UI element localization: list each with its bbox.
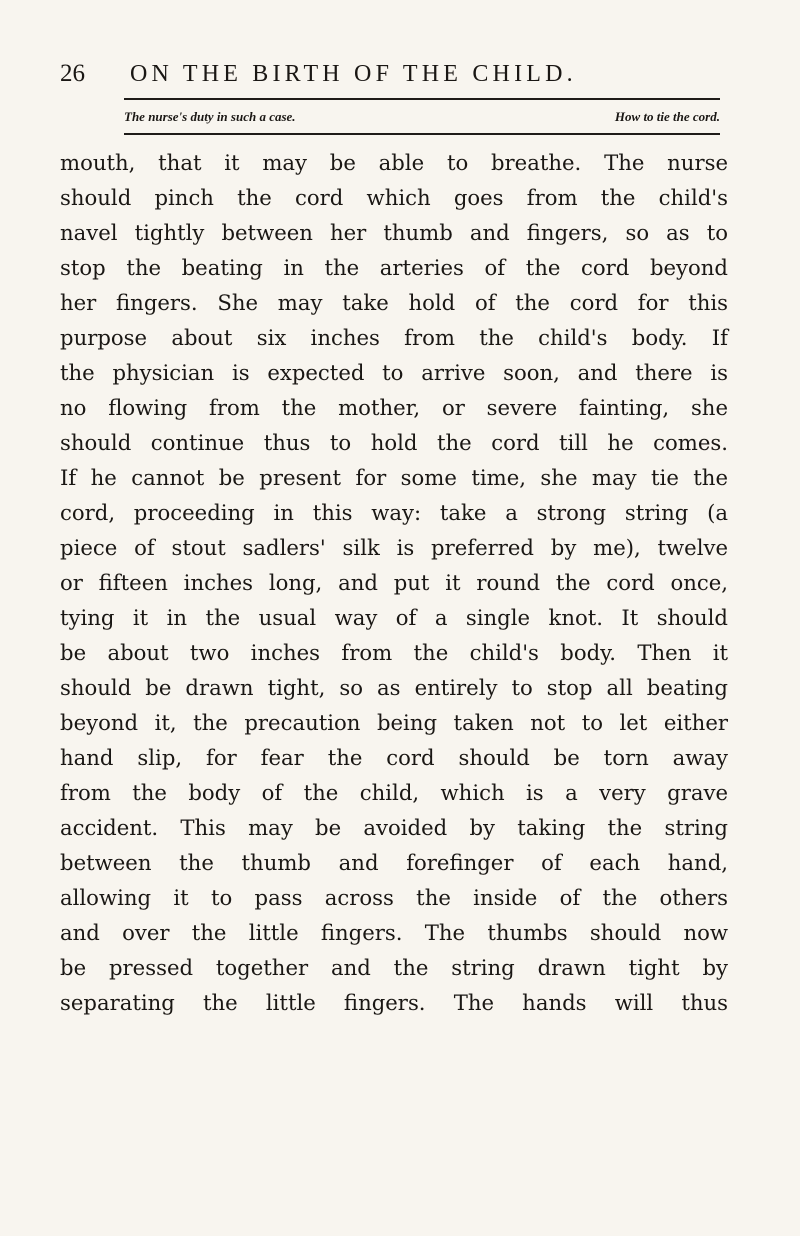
text-line: beyond it, the precaution being taken not to let either bbox=[60, 710, 728, 735]
running-head bbox=[60, 57, 760, 91]
text-line: no flowing from the mother, or severe fainting, she bbox=[60, 395, 728, 420]
side-note-right: How to tie the cord. bbox=[614, 109, 720, 124]
text-line: separating the little fingers. The hands will thus bbox=[60, 990, 728, 1015]
text-line: piece of stout sadlers' silk is preferred by me), twelve bbox=[60, 535, 728, 560]
text-line: be pressed together and the string drawn tight by bbox=[60, 955, 728, 980]
text-line: cord, proceeding in this way: take a strong string (a bbox=[60, 500, 728, 525]
side-note-left: The nurse's duty in such a case. bbox=[124, 109, 296, 124]
text-line: hand slip, for fear the cord should be torn away bbox=[60, 745, 728, 770]
text-line: or fifteen inches long, and put it round the cord once, bbox=[60, 570, 728, 595]
marginal-notes bbox=[124, 106, 720, 128]
text-line: and over the little fingers. The thumbs should now bbox=[60, 920, 728, 945]
text-line: her fingers. She may take hold of the cord for this bbox=[60, 290, 728, 315]
text-line: stop the beating in the arteries of the cord beyond bbox=[60, 255, 728, 280]
page-number: 26 bbox=[60, 60, 85, 87]
text-line: between the thumb and forefinger of each hand, bbox=[60, 850, 728, 875]
header-rule-bottom bbox=[124, 133, 720, 135]
text-line: should be drawn tight, so as entirely to stop all beating bbox=[60, 675, 728, 700]
body-text bbox=[60, 145, 728, 1020]
text-line: purpose about six inches from the child's body. If bbox=[60, 325, 728, 350]
running-title: ON THE BIRTH OF THE CHILD. bbox=[130, 61, 577, 87]
text-line: be about two inches from the child's body. Then it bbox=[60, 640, 728, 665]
text-line: allowing it to pass across the inside of the others bbox=[60, 885, 728, 910]
text-line: should continue thus to hold the cord till he comes. bbox=[60, 430, 728, 455]
text-line: the physician is expected to arrive soon, and there is bbox=[60, 360, 728, 385]
text-line: tying it in the usual way of a single knot. It should bbox=[60, 605, 728, 630]
text-line: accident. This may be avoided by taking the string bbox=[60, 815, 728, 840]
header-rule-top bbox=[124, 98, 720, 100]
text-line: navel tightly between her thumb and fingers, so as to bbox=[60, 220, 728, 245]
text-line: mouth, that it may be able to breathe. The nurse bbox=[60, 150, 728, 175]
text-line: If he cannot be present for some time, she may tie the bbox=[60, 465, 728, 490]
text-line: from the body of the child, which is a very grave bbox=[60, 780, 728, 805]
text-line: should pinch the cord which goes from the child's bbox=[60, 185, 728, 210]
